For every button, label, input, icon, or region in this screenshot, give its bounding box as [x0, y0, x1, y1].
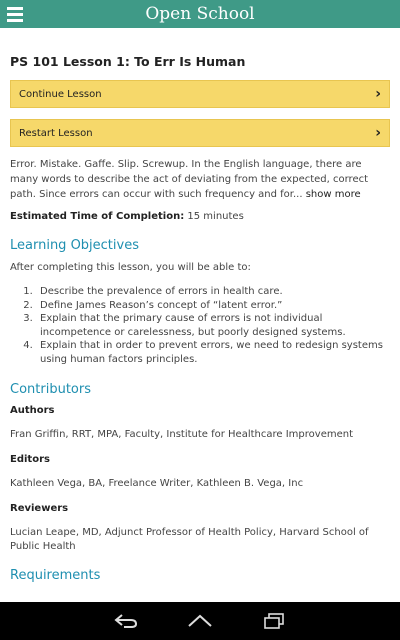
show-more-link[interactable]: show more: [305, 189, 361, 200]
restart-lesson-label: Restart Lesson: [19, 127, 93, 139]
reviewers-label: Reviewers: [10, 503, 69, 514]
system-nav-bar: [0, 602, 400, 640]
objectives-list: [10, 285, 390, 366]
list-item: 2. Define James Reason’s concept of “latent error.”: [36, 299, 390, 313]
lesson-title: PS 101 Lesson 1: To Err Is Human: [10, 54, 246, 69]
chevron-right-icon: ›: [375, 125, 381, 141]
chevron-right-icon: ›: [375, 86, 381, 102]
reviewers-text: Lucian Leape, MD, Adjunct Professor of Health Policy, Harvard School of Public Health: [10, 527, 369, 552]
requirements-heading: Requirements: [10, 568, 101, 583]
estimated-time: [10, 211, 390, 222]
continue-lesson-label: Continue Lesson: [19, 88, 102, 100]
estimated-time-value: 15 minutes: [187, 211, 244, 222]
contributors-heading: Contributors: [10, 382, 91, 397]
lesson-intro: [10, 157, 390, 202]
restart-lesson-button[interactable]: [10, 119, 390, 147]
list-item: 4. Explain that in order to prevent errors, we need to redesign systems using human factors principles.: [36, 339, 390, 366]
lesson-content[interactable]: [0, 28, 400, 602]
editors-text: Kathleen Vega, BA, Freelance Writer, Kathleen B. Vega, Inc: [10, 478, 304, 489]
app-title: Open School: [145, 4, 255, 24]
authors-label: Authors: [10, 405, 55, 416]
app-bar: [0, 0, 400, 28]
authors-text: Fran Griffin, RRT, MPA, Faculty, Institute for Healthcare Improvement: [10, 429, 353, 440]
list-item: 1. Describe the prevalence of errors in health care.: [36, 285, 390, 299]
lesson-intro-text: Error. Mistake. Gaffe. Slip. Screwup. In the English language, there are many words to describe the act of deviating from the expected, correct path. Since errors can occur with such frequency and for...: [10, 159, 369, 200]
learning-objectives-heading: Learning Objectives: [10, 238, 139, 253]
back-icon[interactable]: [113, 611, 139, 631]
recent-apps-icon[interactable]: [261, 611, 287, 631]
list-item: 3. Explain that the primary cause of errors is not individual incompetence or carelessness, but poorly designed systems.: [36, 312, 390, 339]
home-icon[interactable]: [187, 611, 213, 631]
continue-lesson-button[interactable]: [10, 80, 390, 108]
editors-label: Editors: [10, 454, 50, 465]
estimated-time-label: Estimated Time of Completion:: [10, 211, 185, 222]
hamburger-menu-icon[interactable]: [0, 0, 30, 28]
objectives-intro: After completing this lesson, you will be able to:: [10, 262, 251, 273]
